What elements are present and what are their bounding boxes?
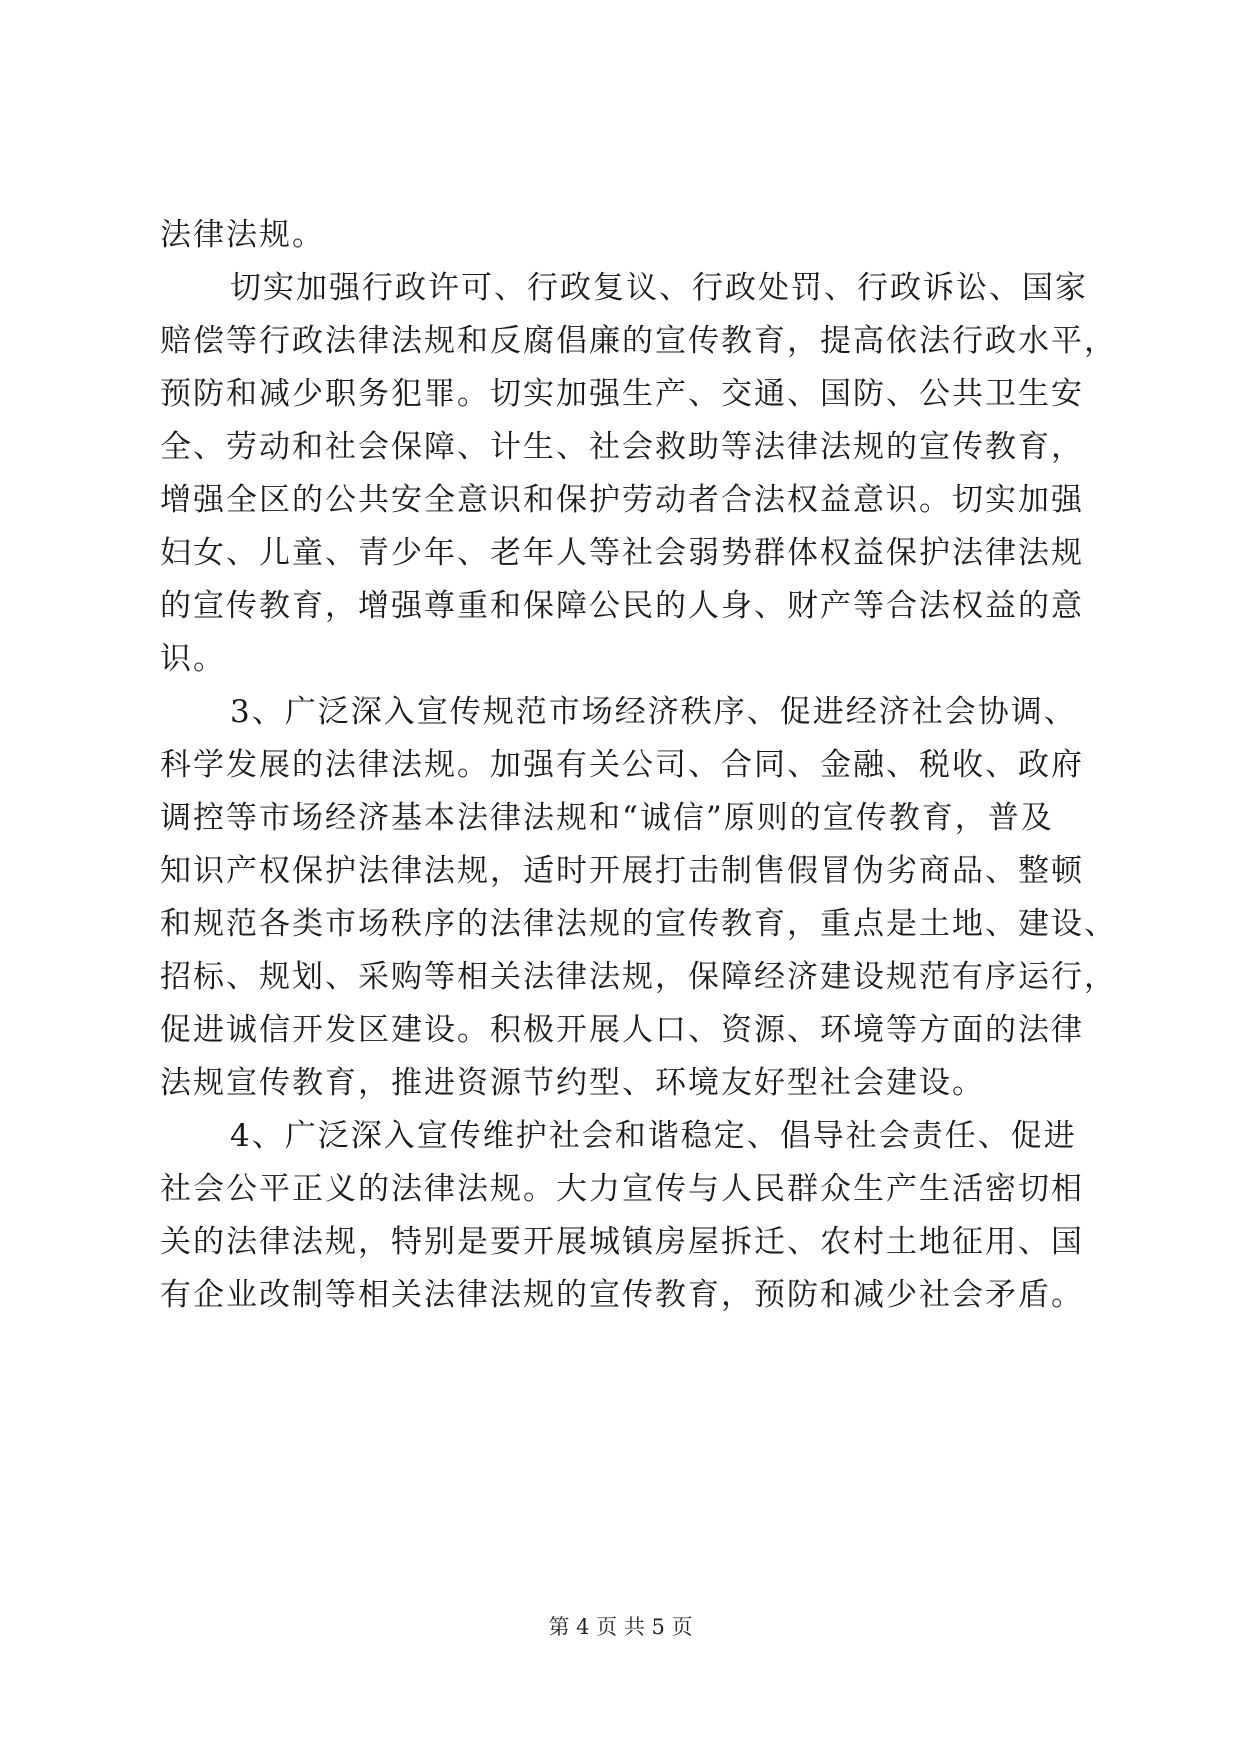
text-line: 法律法规。 bbox=[160, 217, 325, 253]
text-line: 知识产权保护法律法规，适时开展打击制售假冒伪劣商品、整顿 bbox=[160, 853, 1084, 889]
text-line: 预防和减少职务犯罪。切实加强生产、交通、国防、公共卫生安 bbox=[160, 376, 1084, 412]
text-line: 关的法律法规，特别是要开展城镇房屋拆迁、农村土地征用、国 bbox=[160, 1224, 1084, 1260]
paragraph-start: 3、广泛深入宣传规范市场经济秩序、促进经济社会协调、 bbox=[230, 694, 1077, 730]
text-line: 法规宣传教育，推进资源节约型、环境友好型社会建设。 bbox=[160, 1065, 985, 1101]
text-line: 调控等市场经济基本法律法规和“诚信”原则的宣传教育，普及 bbox=[160, 800, 1054, 836]
text-line: 识。 bbox=[160, 641, 226, 677]
text-line: 全、劳动和社会保障、计生、社会救助等法律法规的宣传教育， bbox=[160, 429, 1084, 465]
paragraph-start: 切实加强行政许可、行政复议、行政处罚、行政诉讼、国家 bbox=[230, 270, 1088, 306]
text-line: 妇女、儿童、青少年、老年人等社会弱势群体权益保护法律法规 bbox=[160, 535, 1084, 571]
text-line: 赔偿等行政法律法规和反腐倡廉的宣传教育，提高依法行政水平， bbox=[160, 323, 1117, 359]
text-line: 有企业改制等相关法律法规的宣传教育，预防和减少社会矛盾。 bbox=[160, 1277, 1084, 1313]
text-line: 社会公平正义的法律法规。大力宣传与人民群众生产生活密切相 bbox=[160, 1171, 1084, 1207]
paragraph-start: 4、广泛深入宣传维护社会和谐稳定、倡导社会责任、促进 bbox=[230, 1118, 1077, 1154]
text-line: 招标、规划、采购等相关法律法规，保障经济建设规范有序运行， bbox=[160, 959, 1117, 995]
text-line: 的宣传教育，增强尊重和保障公民的人身、财产等合法权益的意 bbox=[160, 588, 1084, 624]
text-line: 促进诚信开发区建设。积极开展人口、资源、环境等方面的法律 bbox=[160, 1012, 1084, 1048]
text-line: 增强全区的公共安全意识和保护劳动者合法权益意识。切实加强 bbox=[160, 482, 1084, 518]
page-number: 第 4 页 共 5 页 bbox=[548, 1615, 693, 1639]
text-line: 科学发展的法律法规。加强有关公司、合同、金融、税收、政府 bbox=[160, 747, 1084, 783]
text-line: 和规范各类市场秩序的法律法规的宣传教育，重点是土地、建设、 bbox=[160, 906, 1117, 942]
